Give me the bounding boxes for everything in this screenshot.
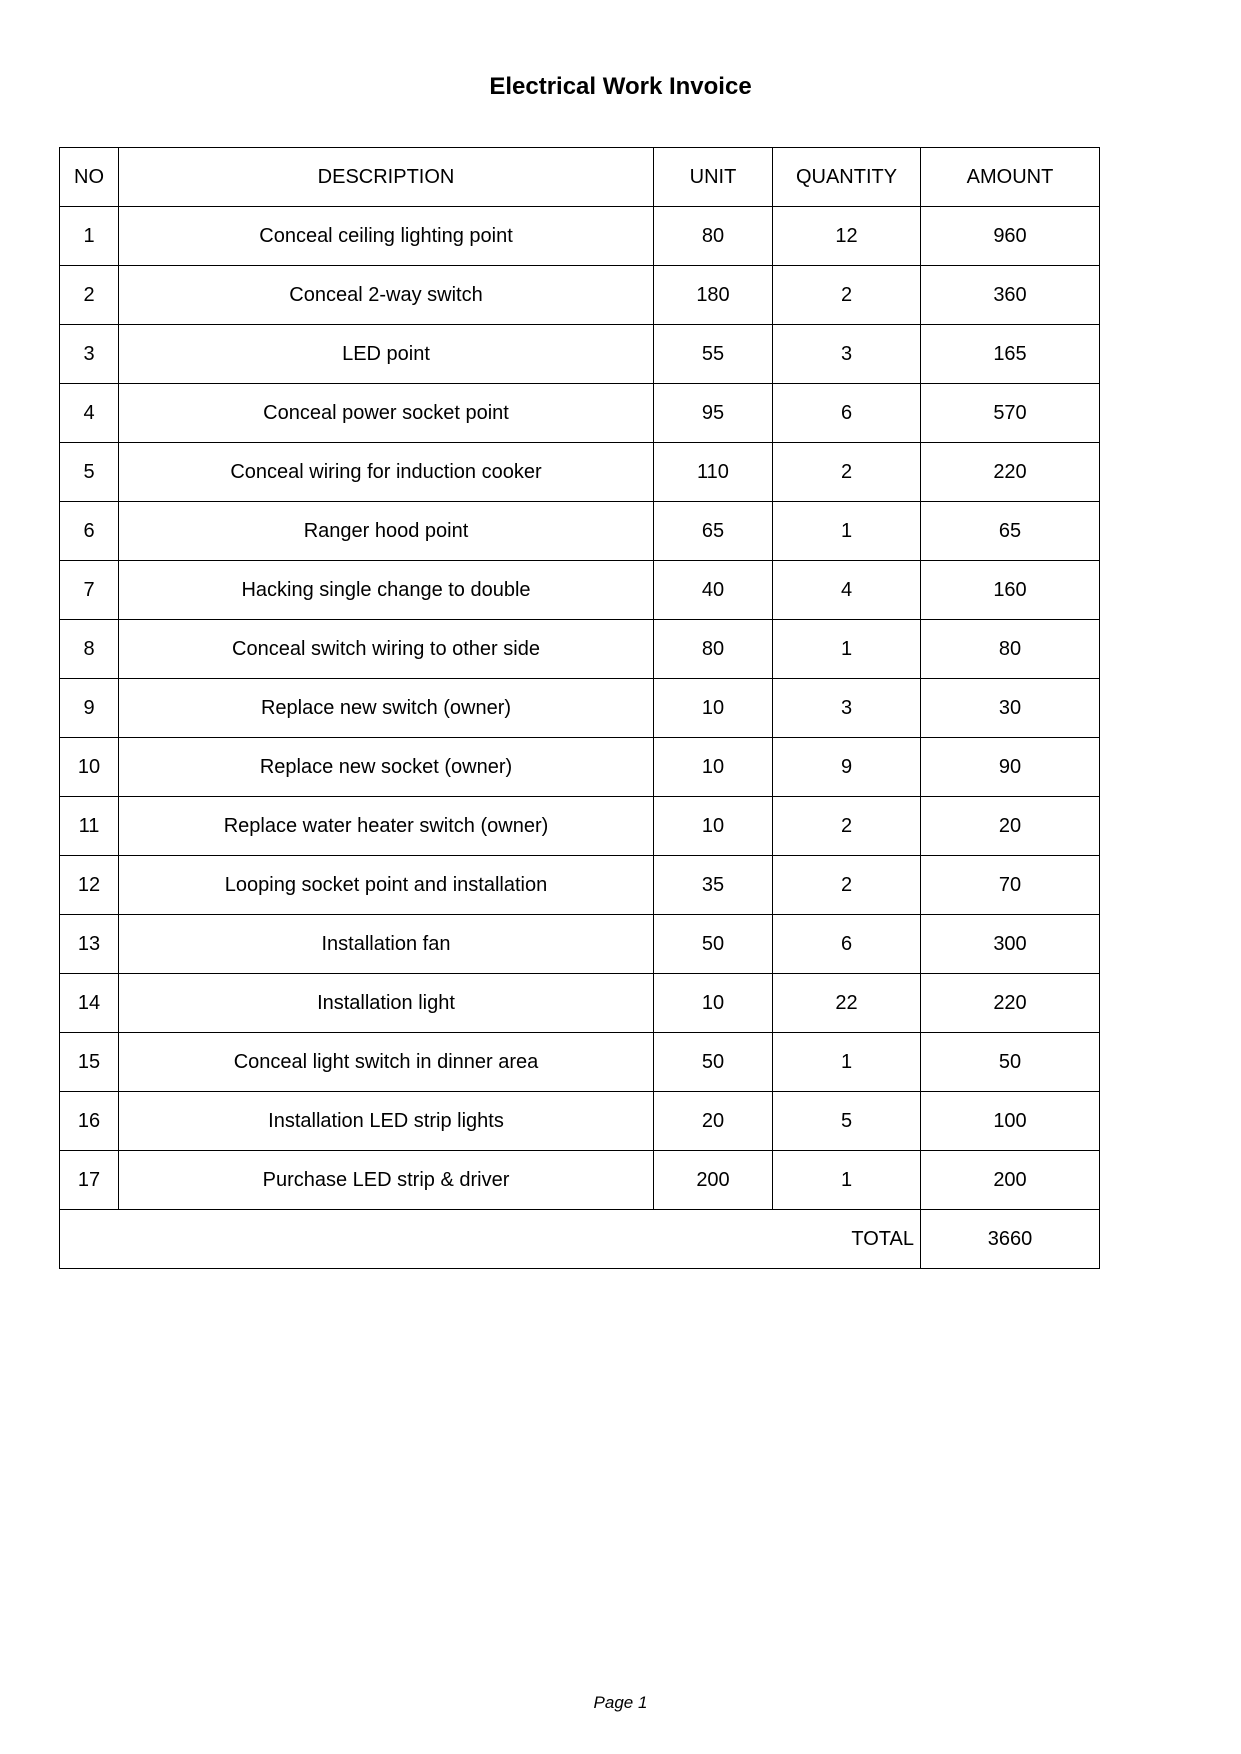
table-row (60, 856, 1100, 915)
cell-no: 17 (60, 1151, 119, 1210)
cell-no: 10 (60, 738, 119, 797)
cell-unit: 20 (654, 1092, 773, 1151)
cell-description: Ranger hood point (119, 502, 654, 561)
cell-quantity: 2 (773, 856, 921, 915)
cell-no: 6 (60, 502, 119, 561)
table-row (60, 325, 1100, 384)
header-row (60, 148, 1100, 207)
cell-quantity: 4 (773, 561, 921, 620)
cell-amount: 65 (921, 502, 1100, 561)
cell-description: Installation light (119, 974, 654, 1033)
table-row (60, 266, 1100, 325)
cell-description: Replace water heater switch (owner) (119, 797, 654, 856)
cell-description: Conceal ceiling lighting point (119, 207, 654, 266)
cell-amount: 570 (921, 384, 1100, 443)
cell-no: 4 (60, 384, 119, 443)
cell-unit: 10 (654, 974, 773, 1033)
cell-amount: 50 (921, 1033, 1100, 1092)
cell-unit: 200 (654, 1151, 773, 1210)
table-row (60, 797, 1100, 856)
cell-amount: 90 (921, 738, 1100, 797)
cell-quantity: 1 (773, 1033, 921, 1092)
cell-description: Replace new switch (owner) (119, 679, 654, 738)
cell-amount: 100 (921, 1092, 1100, 1151)
cell-no: 3 (60, 325, 119, 384)
table-row (60, 1092, 1100, 1151)
cell-description: Hacking single change to double (119, 561, 654, 620)
cell-description: Conceal switch wiring to other side (119, 620, 654, 679)
cell-amount: 220 (921, 443, 1100, 502)
cell-description: Conceal power socket point (119, 384, 654, 443)
cell-amount: 960 (921, 207, 1100, 266)
cell-quantity: 9 (773, 738, 921, 797)
cell-unit: 10 (654, 679, 773, 738)
cell-description: Replace new socket (owner) (119, 738, 654, 797)
table-row (60, 561, 1100, 620)
cell-unit: 55 (654, 325, 773, 384)
cell-description: LED point (119, 325, 654, 384)
header-unit: UNIT (654, 148, 773, 207)
cell-unit: 180 (654, 266, 773, 325)
cell-unit: 35 (654, 856, 773, 915)
cell-no: 15 (60, 1033, 119, 1092)
total-label: TOTAL (60, 1210, 921, 1269)
cell-amount: 160 (921, 561, 1100, 620)
invoice-table (59, 147, 1100, 1269)
cell-unit: 80 (654, 207, 773, 266)
cell-quantity: 1 (773, 1151, 921, 1210)
cell-no: 2 (60, 266, 119, 325)
table-row (60, 738, 1100, 797)
cell-amount: 70 (921, 856, 1100, 915)
cell-amount: 30 (921, 679, 1100, 738)
cell-unit: 10 (654, 797, 773, 856)
invoice-body (60, 207, 1100, 1210)
cell-unit: 65 (654, 502, 773, 561)
cell-no: 16 (60, 1092, 119, 1151)
table-row (60, 384, 1100, 443)
cell-no: 9 (60, 679, 119, 738)
page-number: Page 1 (593, 1693, 648, 1712)
cell-quantity: 3 (773, 325, 921, 384)
cell-amount: 220 (921, 974, 1100, 1033)
cell-description: Conceal wiring for induction cooker (119, 443, 654, 502)
cell-unit: 50 (654, 1033, 773, 1092)
cell-no: 13 (60, 915, 119, 974)
header-quantity: QUANTITY (773, 148, 921, 207)
header-no: NO (60, 148, 119, 207)
table-row (60, 1033, 1100, 1092)
cell-quantity: 6 (773, 384, 921, 443)
cell-no: 11 (60, 797, 119, 856)
cell-unit: 110 (654, 443, 773, 502)
cell-description: Installation LED strip lights (119, 1092, 654, 1151)
invoice-title: Electrical Work Invoice (489, 73, 752, 100)
cell-no: 12 (60, 856, 119, 915)
cell-quantity: 3 (773, 679, 921, 738)
cell-no: 14 (60, 974, 119, 1033)
cell-quantity: 2 (773, 443, 921, 502)
cell-no: 8 (60, 620, 119, 679)
table-row (60, 679, 1100, 738)
total-amount: 3660 (921, 1210, 1100, 1269)
cell-quantity: 2 (773, 797, 921, 856)
cell-unit: 50 (654, 915, 773, 974)
cell-quantity: 2 (773, 266, 921, 325)
header-amount: AMOUNT (921, 148, 1100, 207)
header-description: DESCRIPTION (119, 148, 654, 207)
cell-description: Conceal 2-way switch (119, 266, 654, 325)
cell-amount: 165 (921, 325, 1100, 384)
cell-amount: 300 (921, 915, 1100, 974)
cell-amount: 200 (921, 1151, 1100, 1210)
total-row (60, 1210, 1100, 1269)
cell-description: Installation fan (119, 915, 654, 974)
cell-quantity: 1 (773, 502, 921, 561)
table-row (60, 207, 1100, 266)
cell-quantity: 6 (773, 915, 921, 974)
cell-quantity: 12 (773, 207, 921, 266)
cell-description: Purchase LED strip & driver (119, 1151, 654, 1210)
table-row (60, 620, 1100, 679)
cell-unit: 10 (654, 738, 773, 797)
table-row (60, 502, 1100, 561)
table-row (60, 974, 1100, 1033)
cell-quantity: 5 (773, 1092, 921, 1151)
cell-amount: 20 (921, 797, 1100, 856)
cell-quantity: 1 (773, 620, 921, 679)
table-row (60, 443, 1100, 502)
cell-unit: 80 (654, 620, 773, 679)
table-row (60, 1151, 1100, 1210)
cell-quantity: 22 (773, 974, 921, 1033)
cell-description: Looping socket point and installation (119, 856, 654, 915)
cell-no: 1 (60, 207, 119, 266)
cell-no: 5 (60, 443, 119, 502)
cell-amount: 80 (921, 620, 1100, 679)
cell-unit: 40 (654, 561, 773, 620)
cell-amount: 360 (921, 266, 1100, 325)
cell-unit: 95 (654, 384, 773, 443)
cell-no: 7 (60, 561, 119, 620)
table-row (60, 915, 1100, 974)
cell-description: Conceal light switch in dinner area (119, 1033, 654, 1092)
